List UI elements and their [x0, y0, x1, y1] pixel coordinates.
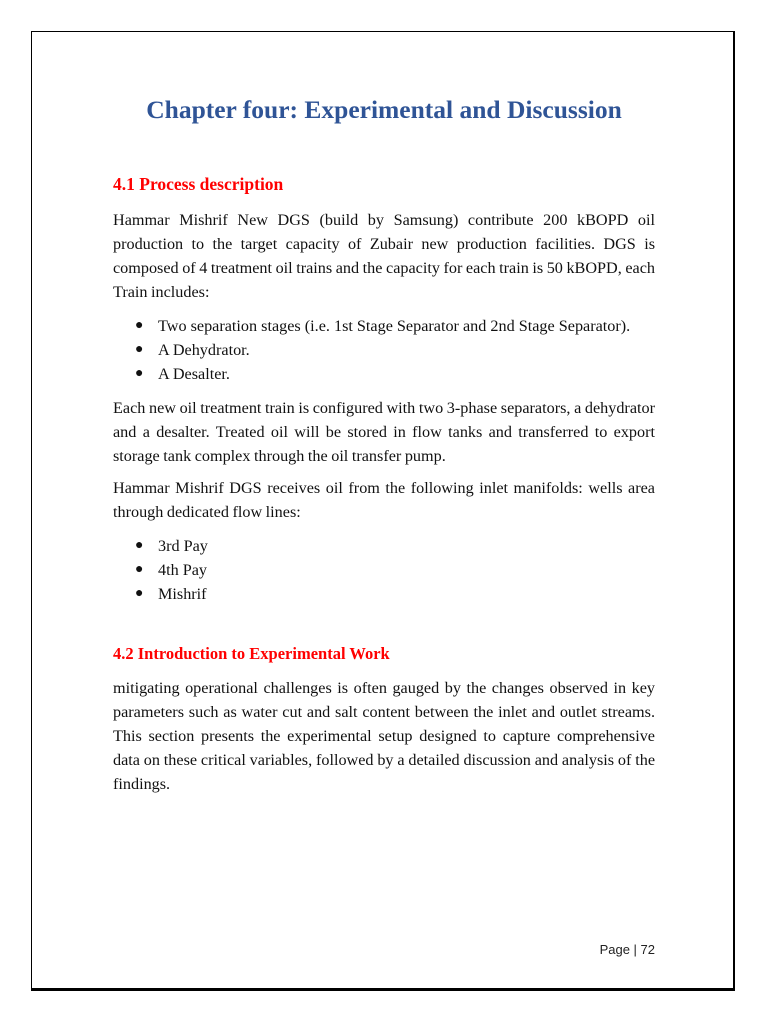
list-item-text: A Desalter.	[158, 365, 230, 383]
bullet-icon: ●	[135, 586, 144, 601]
manifolds-list	[113, 534, 655, 606]
list-item	[113, 338, 655, 362]
list-item	[113, 314, 655, 338]
list-item	[113, 362, 655, 386]
experimental-intro-paragraph: mitigating operational challenges is often gauged by the changes observed in key parameters such as water cut and salt content between the inlet and outlet streams. This section presents the experimental setup designed to capture comprehensive data on these critical variables, followed by a detailed discussion and analysis of the findings.	[113, 679, 655, 793]
section-heading-process-description: 4.1 Process description	[113, 174, 284, 194]
process-intro-paragraph: Hammar Mishrif New DGS (build by Samsung) contribute 200 kBOPD oil production to the target capacity of Zubair new production facilities. DGS is composed of 4 treatment oil trains and the capacity for each train is 50 kBOPD, each Train includes:	[113, 211, 655, 301]
inlet-manifolds-paragraph: Hammar Mishrif DGS receives oil from the following inlet manifolds: wells area through dedicated flow lines:	[113, 479, 655, 521]
bullet-icon: ●	[135, 318, 144, 333]
train-configuration-paragraph: Each new oil treatment train is configured with two 3-phase separators, a dehydrator and a desalter. Treated oil will be stored in flow tanks and transferred to export storage tank complex through the oil transfer pump.	[113, 399, 655, 465]
list-item	[113, 558, 655, 582]
bullet-icon: ●	[135, 342, 144, 357]
list-item-text: 4th Pay	[158, 561, 208, 579]
page-number: Page | 72	[599, 942, 655, 957]
train-components-list	[113, 314, 655, 386]
list-item-text: A Dehydrator.	[158, 341, 250, 359]
bullet-icon: ●	[135, 562, 144, 577]
bullet-icon: ●	[135, 366, 144, 381]
chapter-title: Chapter four: Experimental and Discussion	[146, 95, 622, 124]
list-item-text: 3rd Pay	[158, 537, 208, 555]
list-item-text: Two separation stages (i.e. 1st Stage Separator and 2nd Stage Separator).	[158, 317, 631, 335]
list-item-text: Mishrif	[158, 585, 207, 603]
list-item	[113, 582, 655, 606]
bullet-icon: ●	[135, 538, 144, 553]
page-content	[113, 90, 655, 796]
list-item	[113, 534, 655, 558]
section-heading-experimental-work: 4.2 Introduction to Experimental Work	[113, 644, 390, 663]
